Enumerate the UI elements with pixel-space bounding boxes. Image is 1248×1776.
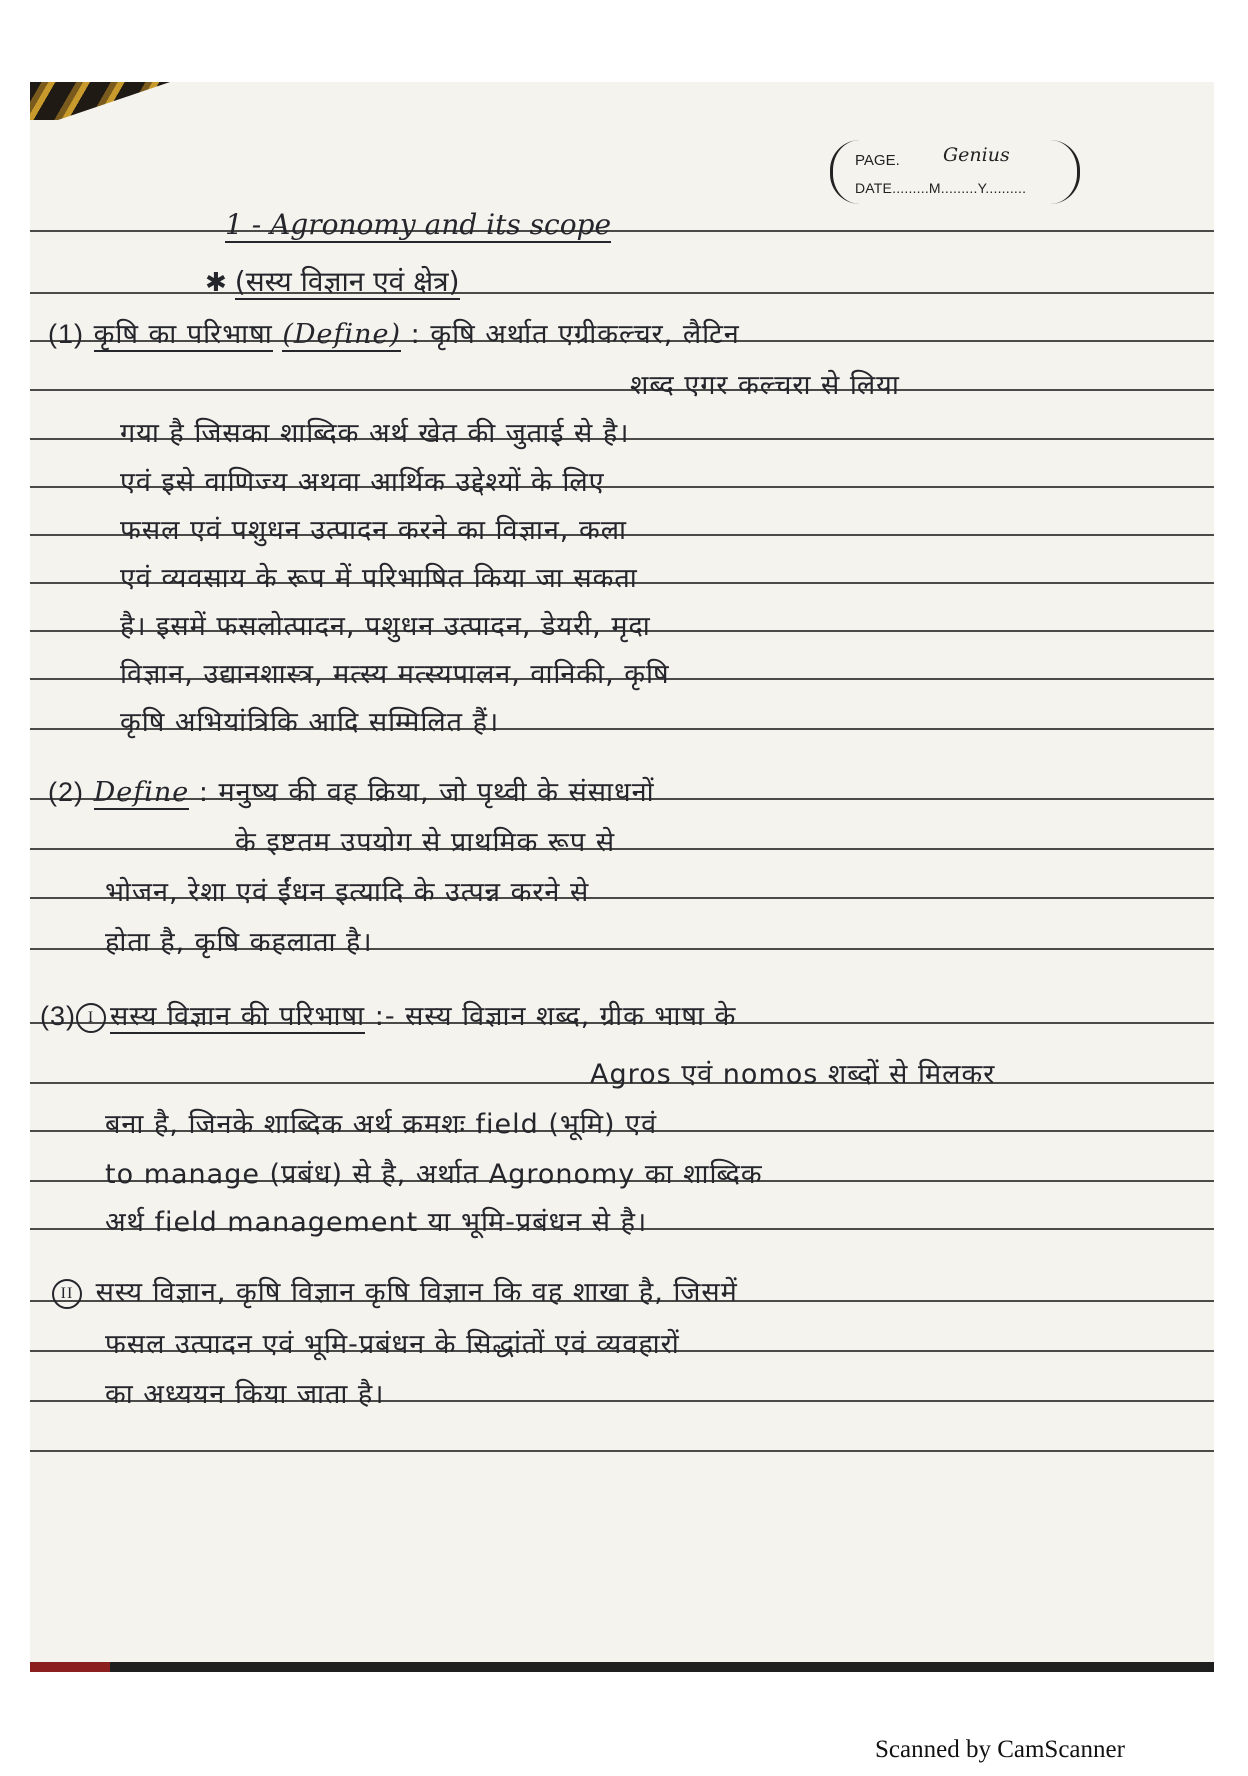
- section-text-line: एवं व्यवसाय के रूप में परिभाषित किया जा सकता: [120, 563, 638, 594]
- section-number: (1): [48, 319, 84, 349]
- section-text-line: होता है, कृषि कहलाता है।: [105, 927, 373, 958]
- notebook-header-box: [830, 140, 1080, 204]
- section-text-line: फसल उत्पादन एवं भूमि-प्रबंधन के सिद्धांतों एवं व्यवहारों: [105, 1329, 680, 1360]
- section-number: (3): [40, 1001, 76, 1031]
- section-text-line: एवं इसे वाणिज्य अथवा आर्थिक उद्देश्यों के लिए: [120, 467, 605, 498]
- section-text-line: : मनुष्य की वह क्रिया, जो पृथ्वी के संसाधनों: [198, 777, 655, 808]
- section-text-line: भोजन, रेशा एवं ईंधन इत्यादि के उत्पन्न करने से: [105, 877, 590, 908]
- section-text-line: है। इसमें फसलोत्पादन, पशुधन उत्पादन, डेयरी, मृदा: [120, 611, 651, 642]
- section-2-heading-line: [48, 772, 655, 809]
- brand-logo: Genius: [943, 144, 1010, 166]
- section-text-line: अर्थ field management या भूमि-प्रबंधन से है।: [105, 1207, 648, 1238]
- section-text-line: सस्य विज्ञान, कृषि विज्ञान कृषि विज्ञान कि वह शाखा है, जिसमें: [95, 1277, 738, 1308]
- section-3-heading-line: [40, 996, 736, 1033]
- section-4-heading-line: [52, 1272, 738, 1309]
- roman-numeral-badge: I: [76, 1003, 106, 1033]
- page-bottom-edge: [30, 1662, 1214, 1672]
- section-text-line: विज्ञान, उद्यानशास्त्र, मत्स्य मत्स्यपालन, वानिकी, कृषि: [120, 659, 670, 690]
- date-label: DATE.........M.........Y..........: [855, 180, 1027, 196]
- section-text-line: to manage (प्रबंध) से है, अर्थात Agronomy का शाब्दिक: [105, 1159, 763, 1190]
- section-text-line: के इष्टतम उपयोग से प्राथमिक रूप से: [235, 827, 616, 858]
- section-text-line: कृषि अभियांत्रिकि आदि सम्मिलित हैं।: [120, 707, 500, 738]
- section-heading-english: (Define): [282, 319, 402, 350]
- section-heading: कृषि का परिभाषा: [93, 319, 273, 350]
- section-text-line: फसल एवं पशुधन उत्पादन करने का विज्ञान, कला: [120, 515, 628, 546]
- scanner-watermark: Scanned by CamScanner: [875, 1736, 1125, 1763]
- section-text-line: गया है जिसका शाब्दिक अर्थ खेत की जुताई से है।: [120, 418, 630, 449]
- section-text-line: Agros एवं nomos शब्दों से मिलकर: [590, 1059, 996, 1090]
- ruled-line: [30, 1450, 1214, 1452]
- section-number: (2): [48, 777, 84, 807]
- asterisk-icon: ✱: [205, 268, 227, 298]
- page-label: PAGE.: [855, 152, 900, 169]
- page-title: 1 - Agronomy and its scope: [225, 208, 612, 241]
- page-corner-binding: [30, 82, 170, 120]
- section-text-line: शब्द एगर कल्चरा से लिया: [630, 370, 900, 401]
- section-heading: सस्य विज्ञान की परिभाषा: [110, 1001, 366, 1032]
- section-text-line: :- सस्य विज्ञान शब्द, ग्रीक भाषा के: [374, 1001, 737, 1032]
- subtitle-text: (सस्य विज्ञान एवं क्षेत्र): [234, 265, 460, 298]
- section-text-line: का अध्ययन किया जाता है।: [105, 1379, 385, 1410]
- ruled-line: [30, 230, 1214, 232]
- ruled-line: [30, 848, 1214, 850]
- roman-numeral-badge: II: [52, 1279, 82, 1309]
- section-heading-english: Define: [93, 777, 190, 808]
- page-subtitle: [205, 262, 460, 300]
- ruled-line: [30, 389, 1214, 391]
- scanned-notebook-page: [30, 82, 1214, 1672]
- section-text-line: : कृषि अर्थात एग्रीकल्चर, लैटिन: [410, 319, 740, 350]
- section-text-line: बना है, जिनके शाब्दिक अर्थ क्रमशः field (भूमि) एवं: [105, 1109, 658, 1140]
- section-1-heading-line: [48, 314, 740, 351]
